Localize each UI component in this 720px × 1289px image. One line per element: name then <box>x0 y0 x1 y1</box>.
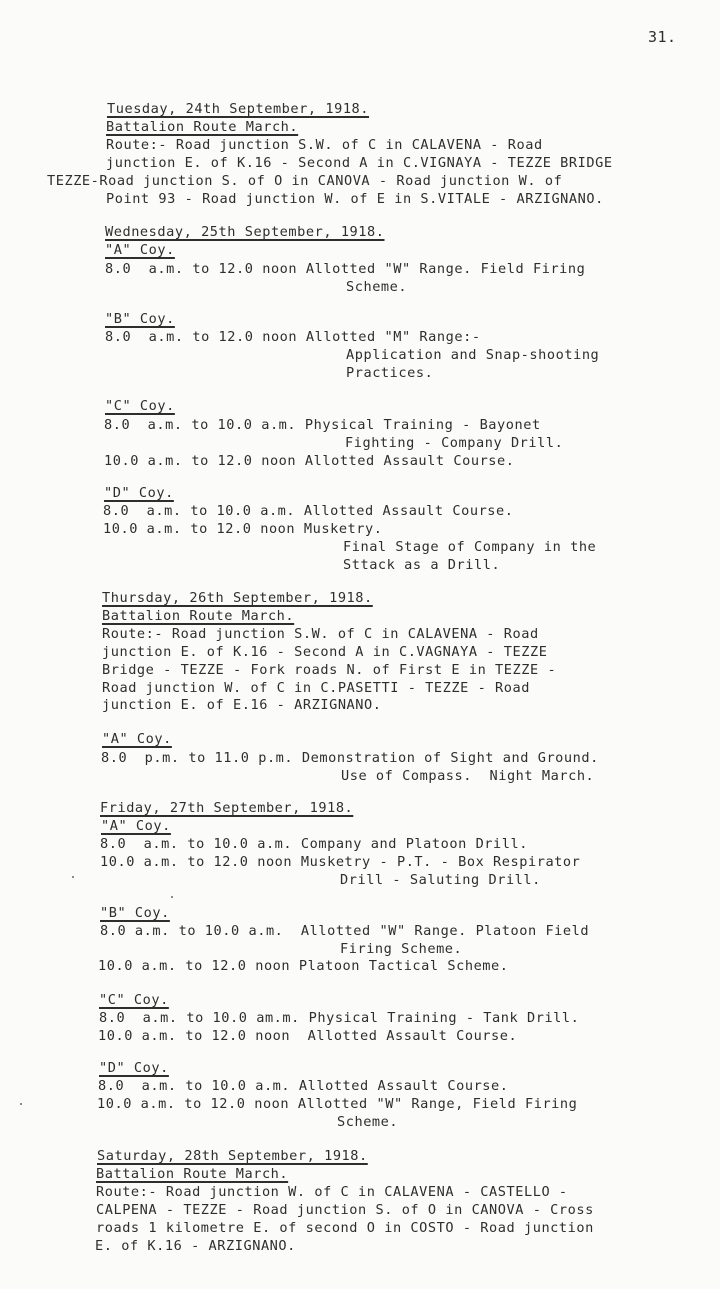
schedule-line: 8.0 a.m. to 10.0 am.m. Physical Training - Tank Drill. <box>99 1010 580 1026</box>
schedule-continuation: Final Stage of Company in the <box>343 539 597 555</box>
route-line: Road junction W. of C in C.PASETTI - TEZZE - Road <box>102 680 530 696</box>
schedule-continuation: Application and Snap-shooting <box>346 347 600 363</box>
schedule-line: 10.0 a.m. to 12.0 noon Allotted Assault Course. <box>98 1028 518 1044</box>
company-heading: "A" Coy. <box>105 242 175 258</box>
section-heading: Battalion Route March. <box>96 1166 289 1182</box>
route-line: junction E. of E.16 - ARZIGNANO. <box>102 697 382 713</box>
schedule-line: 10.0 a.m. to 12.0 noon Allotted Assault Course. <box>104 453 515 469</box>
schedule-line: 8.0 a.m. to 10.0 a.m. Allotted "W" Range. Platoon Field <box>100 923 590 939</box>
schedule-line: 10.0 a.m. to 12.0 noon Musketry. <box>103 521 383 537</box>
day-heading: Thursday, 26th September, 1918. <box>102 590 373 606</box>
route-line: junction E. of K.16 - Second A in C.VIGNAYA - TEZZE BRIDGE <box>106 155 613 171</box>
schedule-continuation: Scheme. <box>346 279 408 295</box>
schedule-continuation: Firing Scheme. <box>340 941 463 957</box>
route-line: CALPENA - TEZZE - Road junction S. of O in CANOVA - Cross <box>96 1202 594 1218</box>
company-heading: "C" Coy. <box>99 992 169 1008</box>
route-line: Route:- Road junction S.W. of C in CALAVENA - Road <box>102 626 539 642</box>
schedule-line: 8.0 a.m. to 12.0 noon Allotted "M" Range:- <box>105 329 481 345</box>
section-heading: Battalion Route March. <box>106 119 299 135</box>
schedule-continuation: Fighting - Company Drill. <box>345 435 564 451</box>
day-heading: Wednesday, 25th September, 1918. <box>105 224 385 240</box>
scan-speck <box>72 876 74 878</box>
schedule-line: 8.0 a.m. to 10.0 a.m. Physical Training - Bayonet <box>104 417 541 433</box>
schedule-line: 10.0 a.m. to 12.0 noon Platoon Tactical Scheme. <box>98 958 509 974</box>
scan-speck <box>20 1103 22 1105</box>
schedule-continuation: Use of Compass. Night March. <box>341 768 595 784</box>
route-line: E. of K.16 - ARZIGNANO. <box>95 1238 296 1254</box>
schedule-line: 10.0 a.m. to 12.0 noon Allotted "W" Range, Field Firing <box>97 1096 578 1112</box>
schedule-continuation: Practices. <box>346 365 434 381</box>
schedule-continuation: Sttack as a Drill. <box>343 557 501 573</box>
day-heading: Saturday, 28th September, 1918. <box>97 1148 368 1164</box>
schedule-continuation: Drill - Saluting Drill. <box>340 872 541 888</box>
company-heading: "A" Coy. <box>102 731 172 747</box>
route-line: roads 1 kilometre E. of second O in COSTO - Road junction <box>96 1220 594 1236</box>
schedule-line: 8.0 a.m. to 10.0 a.m. Allotted Assault Course. <box>103 503 514 519</box>
scan-speck <box>171 896 173 898</box>
route-line: Point 93 - Road junction W. of E in S.VITALE - ARZIGNANO. <box>106 191 604 207</box>
schedule-line: 8.0 a.m. to 10.0 a.m. Allotted Assault Course. <box>98 1078 509 1094</box>
section-heading: Battalion Route March. <box>102 608 295 624</box>
schedule-line: 8.0 p.m. to 11.0 p.m. Demonstration of Sight and Ground. <box>101 750 599 766</box>
route-line: Bridge - TEZZE - Fork roads N. of First E in TEZZE - <box>102 662 557 678</box>
route-line: Route:- Road junction W. of C in CALAVENA - CASTELLO - <box>96 1184 568 1200</box>
route-line: TEZZE-Road junction S. of O in CANOVA - Road junction W. of <box>47 173 563 189</box>
schedule-line: 8.0 a.m. to 10.0 a.m. Company and Platoon Drill. <box>100 836 528 852</box>
route-line: junction E. of K.16 - Second A in C.VAGNAYA - TEZZE <box>102 644 548 660</box>
company-heading: "D" Coy. <box>104 485 174 501</box>
schedule-line: 8.0 a.m. to 12.0 noon Allotted "W" Range. Field Firing <box>105 261 586 277</box>
company-heading: "A" Coy. <box>101 818 171 834</box>
schedule-continuation: Scheme. <box>337 1114 399 1130</box>
company-heading: "B" Coy. <box>105 311 175 327</box>
company-heading: "B" Coy. <box>100 905 170 921</box>
day-heading: Tuesday, 24th September, 1918. <box>107 101 370 117</box>
schedule-line: 10.0 a.m. to 12.0 noon Musketry - P.T. - Box Respirator <box>100 854 581 870</box>
company-heading: "C" Coy. <box>105 398 175 414</box>
day-heading: Friday, 27th September, 1918. <box>100 800 354 816</box>
route-line: Route:- Road junction S.W. of C in CALAVENA - Road <box>106 137 543 153</box>
company-heading: "D" Coy. <box>99 1060 169 1076</box>
page-number: 31. <box>648 28 677 46</box>
